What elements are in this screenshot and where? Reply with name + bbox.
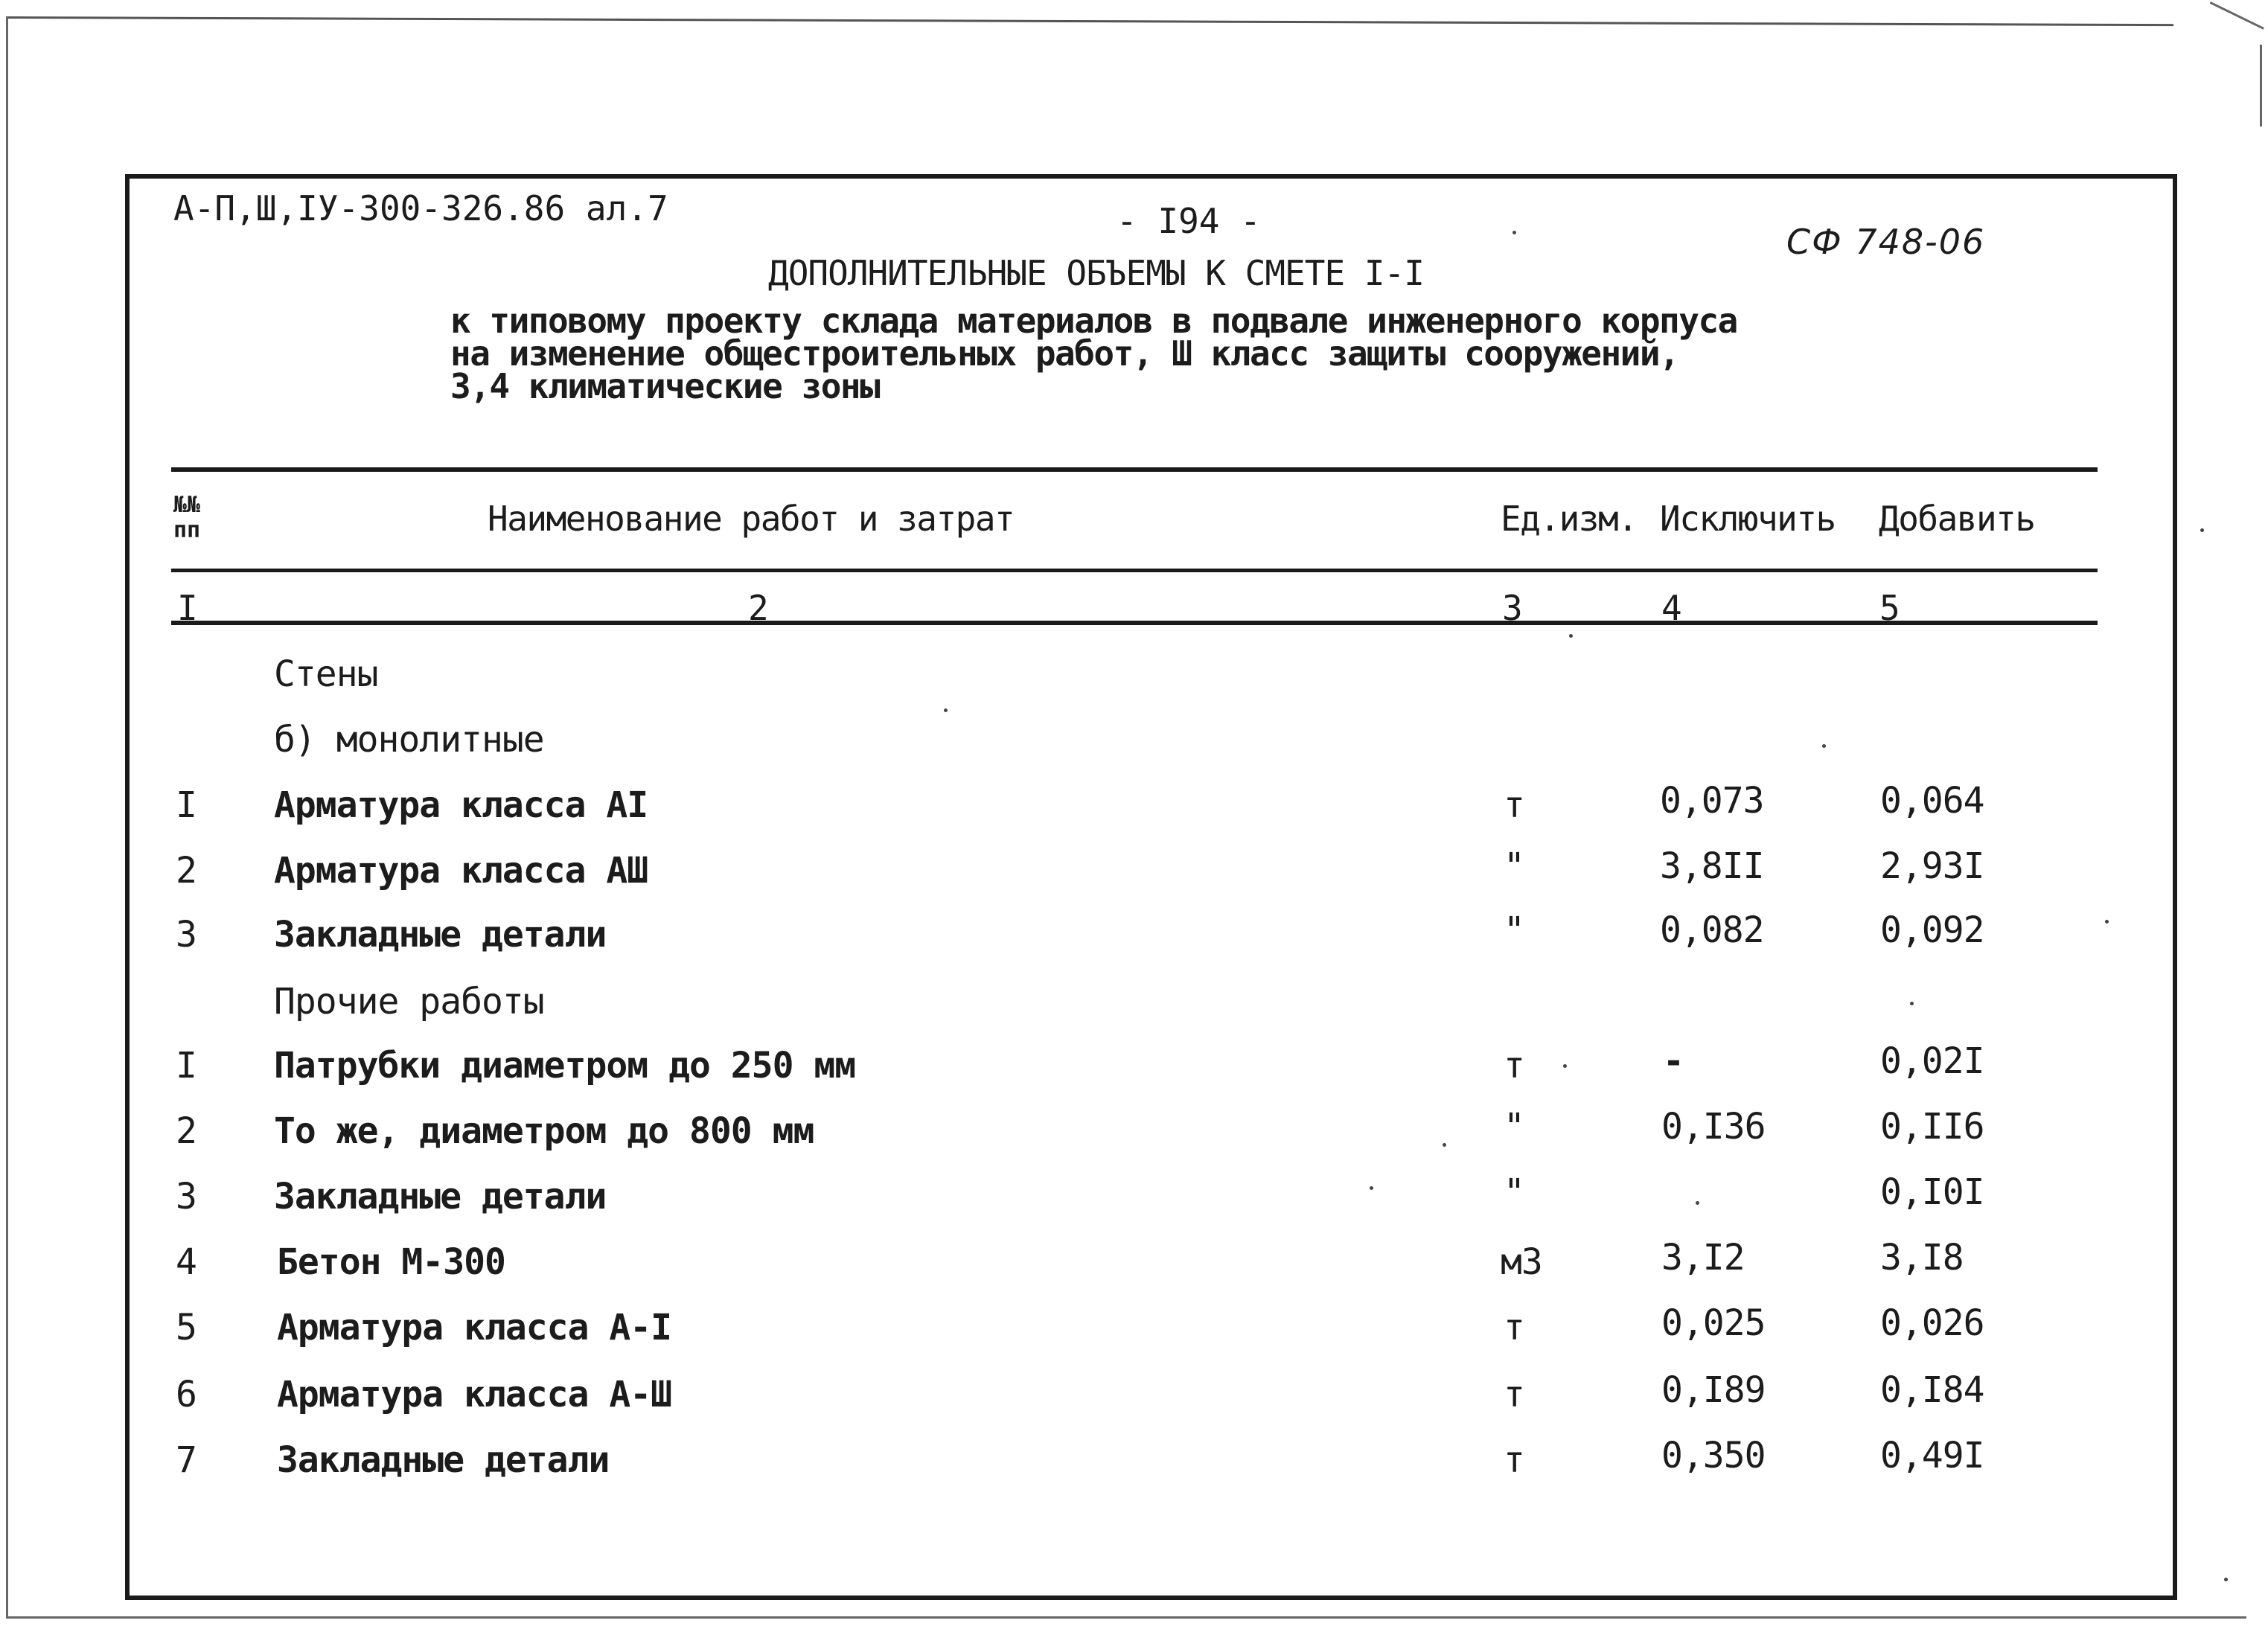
scan-speck	[1512, 231, 1516, 234]
row-num: 4	[176, 1241, 197, 1283]
column-number-3: 3	[1502, 588, 1523, 628]
row-add: 2,93I	[1880, 845, 1984, 887]
row-add: 0,II6	[1880, 1106, 1984, 1148]
column-number-2: 2	[748, 588, 769, 628]
row-exclude: 3,I2	[1661, 1237, 1745, 1278]
row-unit: т	[1504, 1307, 1524, 1348]
subtitle-line-3: 3,4 климатические зоны	[450, 366, 880, 406]
scan-edge-top	[7, 16, 2173, 26]
section-subtitle-monolithic: б) монолитные	[274, 719, 544, 761]
row-add: 0,49I	[1880, 1435, 1984, 1476]
row-num: 6	[176, 1374, 197, 1415]
row-name: Бетон М-300	[277, 1241, 505, 1283]
row-num: 2	[176, 1110, 197, 1152]
header-add: Добавить	[1879, 499, 2035, 539]
row-num: I	[176, 784, 197, 826]
scan-speck	[2224, 1578, 2228, 1581]
row-exclude: 0,I36	[1661, 1106, 1766, 1148]
row-name: Арматура класса АШ	[274, 850, 648, 892]
column-number-1: I	[177, 588, 198, 628]
row-num: I	[176, 1045, 197, 1086]
scan-speck	[2200, 528, 2204, 532]
row-name: Арматура класса АI	[274, 784, 648, 826]
scan-speck	[1910, 1002, 1914, 1005]
row-exclude: 3,8II	[1660, 845, 1764, 887]
scan-speck	[2105, 920, 2109, 924]
row-num: 2	[176, 850, 197, 892]
header-exclude: Исключить	[1660, 499, 1836, 539]
row-name: Арматура класса А-I	[277, 1307, 672, 1348]
subtitle-line-2: на изменение общестроительных работ, Ш класс защиты сооружений,	[450, 333, 1679, 374]
column-numbers-rule	[171, 621, 2098, 625]
row-name: Арматура класса А-Ш	[277, 1374, 672, 1415]
row-exclude: 0,082	[1660, 909, 1764, 951]
row-add: 0,I0I	[1880, 1171, 1984, 1213]
column-number-4: 4	[1661, 588, 1682, 628]
row-unit: "	[1504, 1106, 1524, 1148]
scan-edge-left	[6, 16, 8, 1616]
row-add: 3,I8	[1880, 1237, 1964, 1278]
subtitle-line-1: к типовому проекту склада материалов в подвале инженерного корпуса	[450, 301, 1737, 341]
row-add: 0,I84	[1880, 1369, 1984, 1411]
row-unit: "	[1504, 845, 1524, 887]
row-unit: "	[1504, 1171, 1524, 1213]
row-num: 3	[176, 1176, 197, 1217]
row-unit: т	[1504, 784, 1524, 826]
scan-edge-bottom	[6, 1616, 2246, 1619]
row-unit: м3	[1501, 1241, 1542, 1283]
handwritten-stamp: СФ 748-06	[1786, 222, 1986, 262]
row-add: 0,064	[1880, 780, 1984, 822]
header-num: №№ пп	[173, 492, 201, 543]
document-title: ДОПОЛНИТЕЛЬНЫЕ ОБЪЕМЫ К СМЕТЕ I-I	[768, 253, 1424, 293]
row-unit: т	[1504, 1439, 1524, 1481]
scan-edge-right	[2260, 45, 2262, 127]
header-name: Наименование работ и затрат	[488, 499, 1015, 539]
row-exclude: 0,073	[1660, 780, 1764, 822]
scan-speck	[1822, 744, 1826, 748]
row-name: Патрубки диаметром до 250 мм	[274, 1045, 856, 1086]
row-num: 5	[176, 1307, 197, 1348]
scan-speck	[1443, 1143, 1446, 1147]
row-add: 0,092	[1880, 909, 1984, 951]
page-number: - I94 -	[1117, 201, 1261, 241]
scan-speck	[1563, 1064, 1567, 1068]
scan-speck	[1569, 634, 1573, 638]
document-code: А-П,Ш,IУ-300-326.86 ал.7	[173, 188, 668, 228]
table-top-rule	[171, 467, 2098, 472]
row-name: Закладные детали	[274, 1176, 607, 1217]
row-exclude: 0,I89	[1661, 1369, 1766, 1411]
scan-speck	[1696, 1201, 1699, 1205]
row-exclude: -	[1663, 1040, 1684, 1082]
section-title-walls: Стены	[274, 653, 378, 695]
row-name: То же, диаметром до 800 мм	[274, 1110, 814, 1152]
scan-speck	[1370, 1186, 1373, 1190]
row-unit: т	[1504, 1374, 1524, 1415]
column-number-5: 5	[1879, 588, 1900, 628]
row-name: Закладные детали	[277, 1439, 610, 1481]
row-unit: т	[1504, 1045, 1524, 1086]
scan-speck	[944, 708, 948, 712]
header-unit: Ед.изм.	[1501, 499, 1638, 539]
row-exclude: 0,350	[1661, 1435, 1766, 1476]
row-exclude: 0,025	[1661, 1302, 1766, 1344]
section-title-other-works: Прочие работы	[274, 981, 544, 1022]
header-bottom-rule	[171, 569, 2098, 572]
row-add: 0,02I	[1880, 1040, 1984, 1082]
row-unit: "	[1504, 909, 1524, 951]
row-num: 7	[176, 1439, 197, 1481]
row-add: 0,026	[1880, 1302, 1984, 1344]
row-name: Закладные детали	[274, 914, 607, 956]
scan-corner-mark	[2210, 1, 2264, 30]
row-num: 3	[176, 914, 197, 956]
